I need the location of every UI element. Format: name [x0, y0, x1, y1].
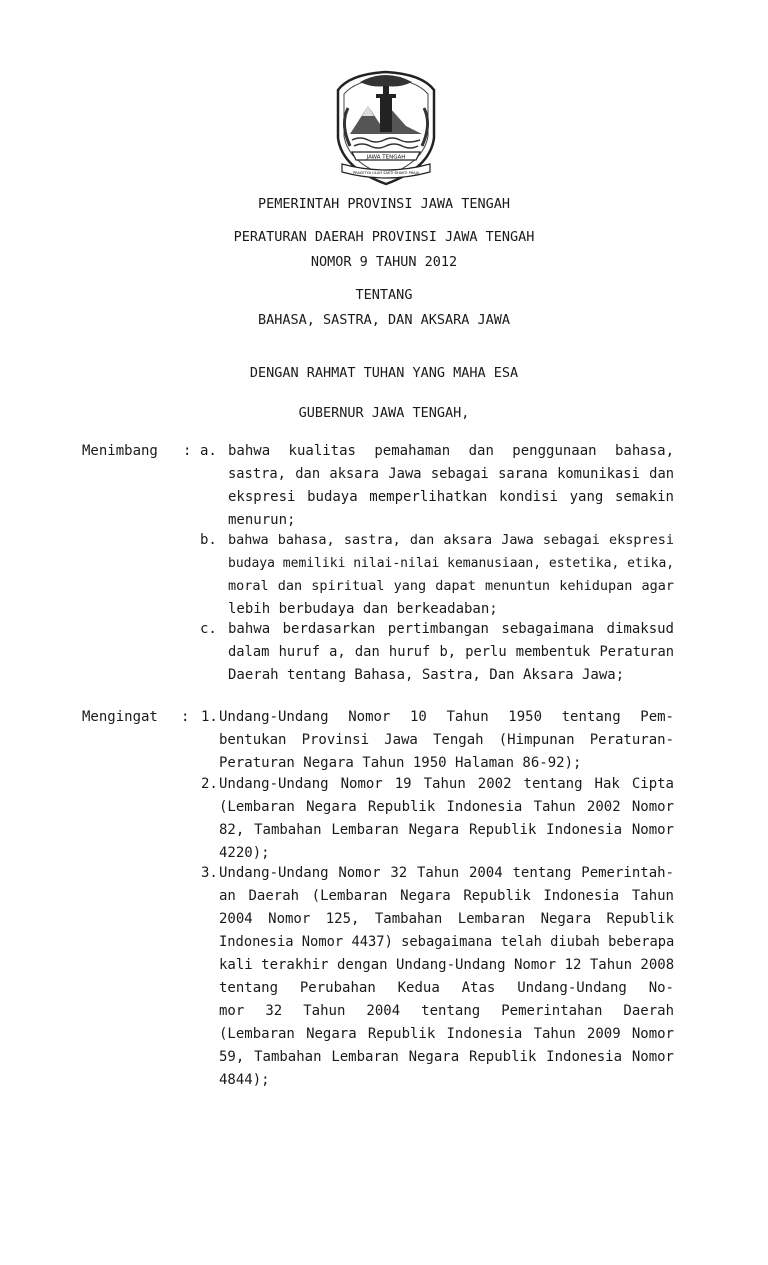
- menimbang-colon: :: [183, 443, 192, 459]
- provincial-emblem: [330, 68, 442, 188]
- government-title: PEMERINTAH PROVINSI JAWA TENGAH: [258, 196, 510, 212]
- text-line: menurun;: [228, 512, 296, 528]
- blessing-line: DENGAN RAHMAT TUHAN YANG MAHA ESA: [249, 365, 519, 381]
- text-line: bentukan Provinsi Jawa Tengah (Himpunan Peraturan-: [219, 732, 674, 748]
- subject-title: BAHASA, SASTRA, DAN AKSARA JAWA: [258, 312, 510, 328]
- text-line: sastra, dan aksara Jawa sebagai sarana komunikasi dan: [228, 466, 674, 482]
- text-line: 59, Tambahan Lembaran Negara Republik Indonesia Nomor: [219, 1049, 674, 1065]
- menimbang-marker-a: a.: [200, 443, 217, 459]
- text-line: tentang Perubahan Kedua Atas Undang-Undang No-: [219, 980, 674, 996]
- mengingat-marker-3: 3.: [201, 865, 218, 881]
- text-line: (Lembaran Negara Republik Indonesia Tahun 2002 Nomor: [219, 799, 674, 815]
- menimbang-item-b: [228, 529, 674, 621]
- text-line: bahwa kualitas pemahaman dan penggunaan bahasa,: [228, 443, 674, 459]
- menimbang-item-c: [228, 618, 674, 687]
- regulation-title: PERATURAN DAERAH PROVINSI JAWA TENGAH: [233, 229, 535, 245]
- text-line: 4220);: [219, 845, 270, 861]
- mengingat-label: Mengingat: [82, 709, 158, 725]
- mengingat-colon: :: [181, 709, 190, 725]
- emblem-banner-text: JAWA TENGAH: [366, 154, 406, 161]
- text-line: 82, Tambahan Lembaran Negara Republik Indonesia Nomor: [219, 822, 674, 838]
- menimbang-marker-b: b.: [200, 532, 217, 548]
- emblem-motto-text: PRASETYA ULAH SAKTI BHAKTI PRAJA: [352, 171, 420, 175]
- menimbang-marker-c: c.: [200, 621, 217, 637]
- governor-line: GUBERNUR JAWA TENGAH,: [298, 405, 470, 421]
- text-line: Undang-Undang Nomor 19 Tahun 2002 tentang Hak Cipta: [219, 776, 674, 792]
- text-line: Daerah tentang Bahasa, Sastra, Dan Aksara Jawa;: [228, 667, 625, 683]
- mengingat-item-3: [219, 862, 674, 1092]
- text-line: bahwa bahasa, sastra, dan aksara Jawa sebagai ekspresi: [228, 532, 674, 548]
- text-line: moral dan spiritual yang dapat menuntun kehidupan agar: [228, 578, 674, 594]
- about-heading: TENTANG: [355, 287, 413, 303]
- text-line: budaya memiliki nilai-nilai kemanusiaan, estetika, etika,: [228, 556, 675, 571]
- text-line: ekspresi budaya memperlihatkan kondisi yang semakin: [228, 489, 674, 505]
- mengingat-item-2: [219, 773, 674, 865]
- menimbang-label: Menimbang: [82, 443, 158, 459]
- text-line: kali terakhir dengan Undang-Undang Nomor 12 Tahun 2008: [219, 957, 675, 973]
- text-line: Undang-Undang Nomor 32 Tahun 2004 tentang Pemerintah-: [219, 865, 674, 881]
- text-line: Undang-Undang Nomor 10 Tahun 1950 tentang Pem-: [219, 709, 674, 725]
- regulation-number: NOMOR 9 TAHUN 2012: [310, 254, 458, 270]
- text-line: 2004 Nomor 125, Tambahan Lembaran Negara Republik: [219, 911, 674, 927]
- mengingat-marker-1: 1.: [201, 709, 218, 725]
- text-line: Peraturan Negara Tahun 1950 Halaman 86-92);: [219, 755, 582, 771]
- text-line: 4844);: [219, 1072, 270, 1088]
- text-line: bahwa berdasarkan pertimbangan sebagaimana dimaksud: [228, 621, 674, 637]
- text-line: mor 32 Tahun 2004 tentang Pemerintahan Daerah: [219, 1003, 674, 1019]
- text-line: Indonesia Nomor 4437) sebagaimana telah diubah beberapa: [219, 934, 675, 950]
- text-line: lebih berbudaya dan berkeadaban;: [228, 601, 498, 617]
- text-line: an Daerah (Lembaran Negara Republik Indonesia Tahun: [219, 888, 674, 904]
- text-line: dalam huruf a, dan huruf b, perlu membentuk Peraturan: [228, 644, 674, 660]
- mengingat-marker-2: 2.: [201, 776, 218, 792]
- menimbang-item-a: [228, 440, 674, 532]
- mengingat-item-1: [219, 706, 674, 775]
- text-line: (Lembaran Negara Republik Indonesia Tahun 2009 Nomor: [219, 1026, 674, 1042]
